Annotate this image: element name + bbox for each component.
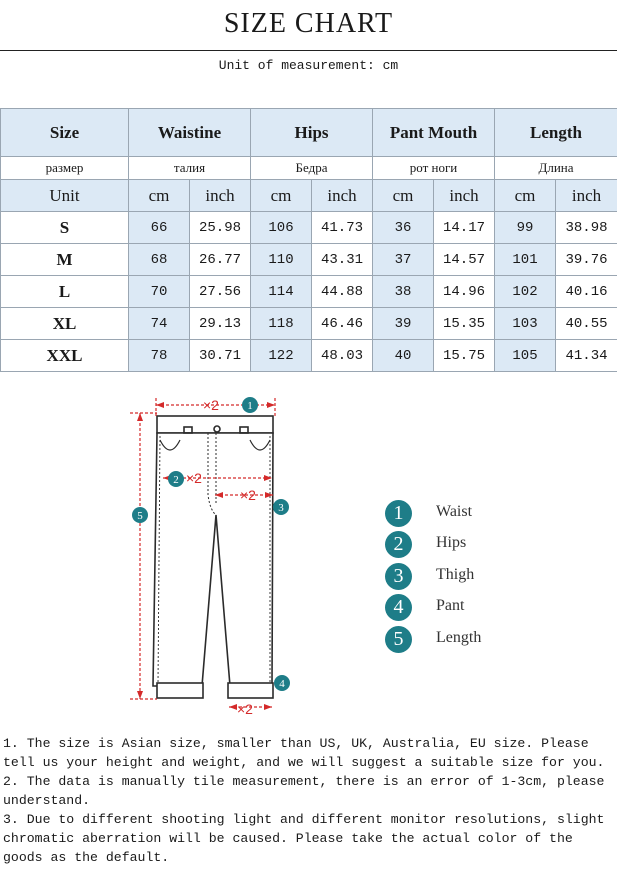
hips-inch-cell: 44.88 — [312, 276, 373, 308]
table-row — [1, 212, 617, 244]
waist-cm-cell: 78 — [129, 340, 190, 372]
hips-inch-cell: 41.73 — [312, 212, 373, 244]
hips-cm-cell: 122 — [251, 340, 312, 372]
length-cm-cell: 103 — [495, 308, 556, 340]
unit-note: Unit of measurement: cm — [218, 58, 399, 73]
jeans-outline-icon — [153, 416, 273, 698]
length-cm-cell: 105 — [495, 340, 556, 372]
title-divider — [0, 50, 617, 51]
table-row — [1, 276, 617, 308]
size-table — [0, 108, 617, 372]
note-3: 3. Due to different shooting light and different monitor resolutions, slight chromatic aberration will be caused. Please take the actual color of the goods as the default. — [3, 812, 613, 865]
note-1: 1. The size is Asian size, smaller than US, UK, Australia, EU size. Please tell us your height and weight, and we will suggest a suitable size for you. — [3, 736, 605, 770]
marker-4-icon: 4 — [279, 678, 285, 690]
table-row — [1, 244, 617, 276]
unit-label: Unit — [1, 180, 129, 212]
marker-1-icon: 1 — [247, 400, 253, 412]
marker-5-icon: 5 — [137, 510, 143, 522]
waist-cm-cell: 70 — [129, 276, 190, 308]
length-inch-cell: 40.16 — [556, 276, 617, 308]
mouth-inch-cell: 14.96 — [434, 276, 495, 308]
header-row — [1, 109, 617, 157]
waist-inch-cell: 25.98 — [190, 212, 251, 244]
table-row — [1, 340, 617, 372]
marker-3-icon: 3 — [278, 502, 284, 514]
hips-cm-cell: 106 — [251, 212, 312, 244]
hips-inch-cell: 48.03 — [312, 340, 373, 372]
unit-cm: cm — [251, 180, 312, 212]
jeans-diagram — [0, 390, 300, 720]
measurement-legend — [385, 496, 615, 666]
legend-marker-icon: 2 — [385, 531, 412, 558]
russian-header-row — [1, 157, 617, 180]
waist-inch-cell: 26.77 — [190, 244, 251, 276]
waist-cm-cell: 66 — [129, 212, 190, 244]
hips-times2: ×2 — [186, 470, 202, 486]
size-notes — [3, 734, 615, 867]
pant-times2: ×2 — [237, 701, 253, 717]
waist-cm-cell: 68 — [129, 244, 190, 276]
ru-length: Длина — [495, 157, 617, 180]
size-cell: XL — [1, 308, 129, 340]
mouth-inch-cell: 15.75 — [434, 340, 495, 372]
length-inch-cell: 38.98 — [556, 212, 617, 244]
header-waist: Waistine — [129, 109, 251, 157]
mouth-cm-cell: 40 — [373, 340, 434, 372]
waist-times2: ×2 — [203, 397, 219, 413]
legend-label: Waist — [436, 503, 473, 520]
unit-cm: cm — [495, 180, 556, 212]
hips-cm-cell: 110 — [251, 244, 312, 276]
waist-inch-cell: 29.13 — [190, 308, 251, 340]
unit-inch: inch — [556, 180, 617, 212]
header-hips: Hips — [251, 109, 373, 157]
unit-row — [1, 180, 617, 212]
legend-marker-icon: 3 — [385, 563, 412, 590]
note-2: 2. The data is manually tile measurement, there is an error of 1-3cm, please understand. — [3, 774, 613, 808]
legend-label: Hips — [436, 534, 467, 551]
hips-cm-cell: 114 — [251, 276, 312, 308]
unit-cm: cm — [373, 180, 434, 212]
marker-2-icon: 2 — [173, 474, 179, 486]
mouth-cm-cell: 38 — [373, 276, 434, 308]
header-pant-mouth: Pant Mouth — [373, 109, 495, 157]
mouth-inch-cell: 14.17 — [434, 212, 495, 244]
size-cell: S — [1, 212, 129, 244]
ru-waist: талия — [129, 157, 251, 180]
length-inch-cell: 40.55 — [556, 308, 617, 340]
mouth-cm-cell: 39 — [373, 308, 434, 340]
length-cm-cell: 99 — [495, 212, 556, 244]
unit-inch: inch — [434, 180, 495, 212]
table-row — [1, 308, 617, 340]
length-cm-cell: 101 — [495, 244, 556, 276]
header-length: Length — [495, 109, 617, 157]
hips-inch-cell: 46.46 — [312, 308, 373, 340]
size-cell: L — [1, 276, 129, 308]
waist-inch-cell: 30.71 — [190, 340, 251, 372]
size-cell: XXL — [1, 340, 129, 372]
thigh-times2: ×2 — [240, 487, 256, 503]
mouth-inch-cell: 15.35 — [434, 308, 495, 340]
legend-marker-icon: 5 — [385, 626, 412, 653]
unit-inch: inch — [190, 180, 251, 212]
legend-marker-icon: 1 — [385, 500, 412, 527]
mouth-cm-cell: 36 — [373, 212, 434, 244]
mouth-cm-cell: 37 — [373, 244, 434, 276]
waist-cm-cell: 74 — [129, 308, 190, 340]
length-inch-cell: 41.34 — [556, 340, 617, 372]
page-title: SIZE CHART — [223, 8, 394, 39]
mouth-inch-cell: 14.57 — [434, 244, 495, 276]
header-size: Size — [1, 109, 129, 157]
legend-label: Length — [436, 629, 482, 646]
unit-inch: inch — [312, 180, 373, 212]
size-cell: M — [1, 244, 129, 276]
length-inch-cell: 39.76 — [556, 244, 617, 276]
length-cm-cell: 102 — [495, 276, 556, 308]
ru-size: размер — [1, 157, 129, 180]
waist-inch-cell: 27.56 — [190, 276, 251, 308]
ru-hips: Бедра — [251, 157, 373, 180]
ru-pant-mouth: рот ноги — [373, 157, 495, 180]
hips-inch-cell: 43.31 — [312, 244, 373, 276]
unit-cm: cm — [129, 180, 190, 212]
legend-label: Pant — [436, 597, 465, 614]
legend-label: Thigh — [436, 566, 475, 583]
legend-marker-icon: 4 — [385, 594, 412, 621]
hips-cm-cell: 118 — [251, 308, 312, 340]
